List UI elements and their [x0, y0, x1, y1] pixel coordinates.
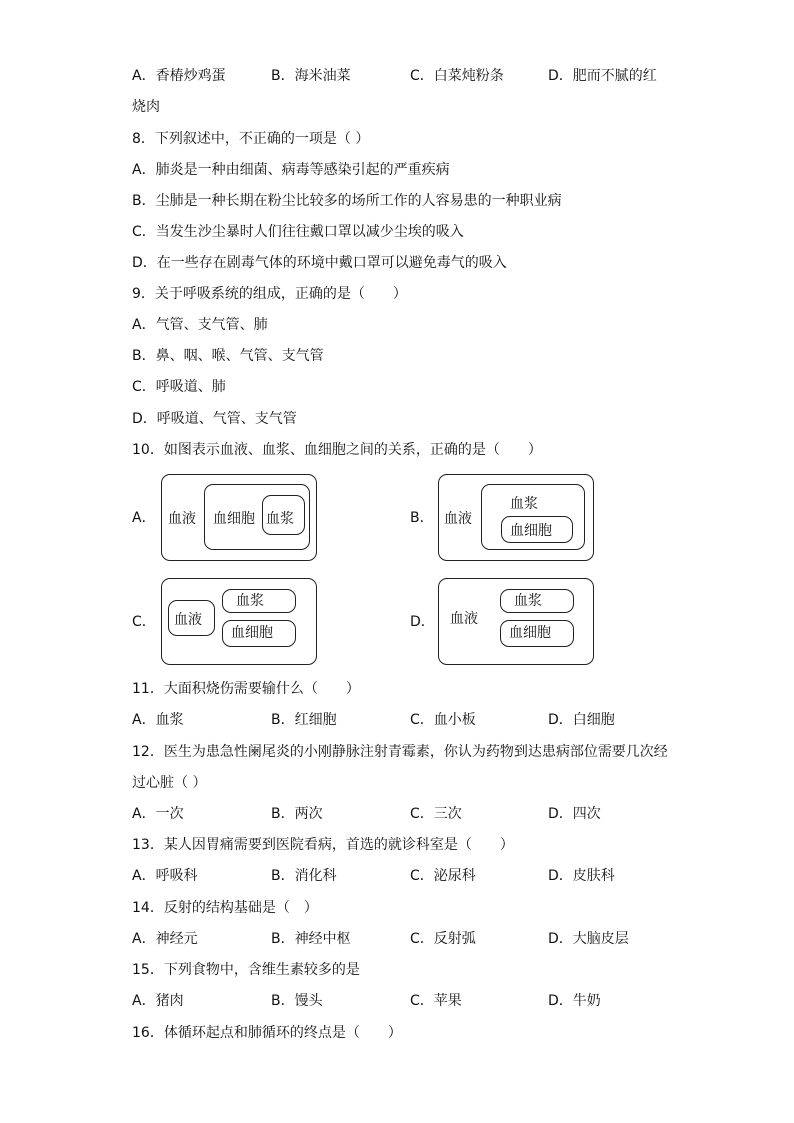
q7-option-c: C．白菜炖粉条	[410, 68, 504, 84]
q10-option-c-letter: C．	[132, 614, 156, 630]
q11-option-d: D．白细胞	[548, 712, 615, 728]
q8-option-b: B．尘肺是一种长期在粉尘比较多的场所工作的人容易患的一种职业病	[132, 193, 562, 209]
q12-option-c: C．三次	[410, 806, 462, 822]
q12-stem: 12．医生为患急性阑尾炎的小刚静脉注射青霉素，你认为药物到达患病部位需要几次经	[132, 744, 668, 760]
q8-option-d: D．在一些存在剧毒气体的环境中戴口罩可以避免毒气的吸入	[132, 255, 507, 271]
q15-stem: 15．下列食物中，含维生素较多的是	[132, 962, 360, 978]
q10-d-box1-label: 血浆	[514, 593, 542, 609]
q15-option-d: D．牛奶	[548, 993, 601, 1009]
q10-a-outer-label: 血液	[168, 511, 196, 527]
q7-option-d-continued: 烧肉	[132, 99, 160, 115]
q13-option-d: D．皮肤科	[548, 868, 615, 884]
q14-option-b: B．神经中枢	[271, 931, 351, 947]
q10-option-d-letter: D．	[410, 614, 435, 630]
q7-option-d: D．肥而不腻的红	[548, 68, 657, 84]
q13-stem: 13．某人因胃痛需要到医院看病，首选的就诊科室是（ ）	[132, 837, 514, 853]
q10-a-middle-label: 血细胞	[213, 511, 255, 527]
q12-option-b: B．两次	[271, 806, 323, 822]
q10-b-inner-label: 血细胞	[510, 523, 552, 539]
q14-stem: 14．反射的结构基础是（ ）	[132, 900, 318, 916]
q8-option-c: C．当发生沙尘暴时人们往往戴口罩以减少尘埃的吸入	[132, 224, 464, 240]
q13-option-c: C．泌尿科	[410, 868, 476, 884]
q11-option-a: A．血浆	[132, 712, 184, 728]
q11-option-c: C．血小板	[410, 712, 476, 728]
q12-option-d: D．四次	[548, 806, 601, 822]
q12-stem-continued: 过心脏（ ）	[132, 775, 207, 791]
q15-option-c: C．苹果	[410, 993, 462, 1009]
q9-stem: 9．关于呼吸系统的组成，正确的是（ ）	[132, 286, 407, 302]
q12-option-a: A．一次	[132, 806, 184, 822]
q8-stem: 8．下列叙述中，不正确的一项是（ ）	[132, 131, 370, 147]
q10-b-outer-label: 血液	[444, 511, 472, 527]
q10-b-middle-label: 血浆	[510, 496, 538, 512]
q10-d-outer-label: 血液	[450, 611, 478, 627]
q7-option-a: A．香椿炒鸡蛋	[132, 68, 226, 84]
q13-option-b: B．消化科	[271, 868, 337, 884]
q10-c-box3-label: 血细胞	[231, 625, 273, 641]
q9-option-c: C．呼吸道、肺	[132, 379, 226, 395]
q13-option-a: A．呼吸科	[132, 868, 198, 884]
q16-stem: 16．体循环起点和肺循环的终点是（ ）	[132, 1025, 402, 1041]
q14-option-c: C．反射弧	[410, 931, 476, 947]
q11-option-b: B．红细胞	[271, 712, 337, 728]
q10-option-a-letter: A．	[132, 510, 156, 526]
q9-option-b: B．鼻、咽、喉、气管、支气管	[132, 348, 324, 364]
q10-d-box2-label: 血细胞	[509, 625, 551, 641]
q10-c-box1-label: 血液	[174, 612, 202, 628]
q11-stem: 11．大面积烧伤需要输什么（ ）	[132, 681, 360, 697]
q10-option-b-letter: B．	[410, 510, 434, 526]
q7-option-b: B．海米油菜	[271, 68, 351, 84]
q9-option-a: A．气管、支气管、肺	[132, 317, 268, 333]
q14-option-d: D．大脑皮层	[548, 931, 629, 947]
q10-stem: 10．如图表示血液、血浆、血细胞之间的关系，正确的是（ ）	[132, 442, 542, 458]
q10-c-box2-label: 血浆	[236, 593, 264, 609]
q15-option-a: A．猪肉	[132, 993, 184, 1009]
q10-a-inner-label: 血浆	[266, 511, 294, 527]
q14-option-a: A．神经元	[132, 931, 198, 947]
q8-option-a: A．肺炎是一种由细菌、病毒等感染引起的严重疾病	[132, 162, 450, 178]
q15-option-b: B．馒头	[271, 993, 323, 1009]
q9-option-d: D．呼吸道、气管、支气管	[132, 411, 297, 427]
